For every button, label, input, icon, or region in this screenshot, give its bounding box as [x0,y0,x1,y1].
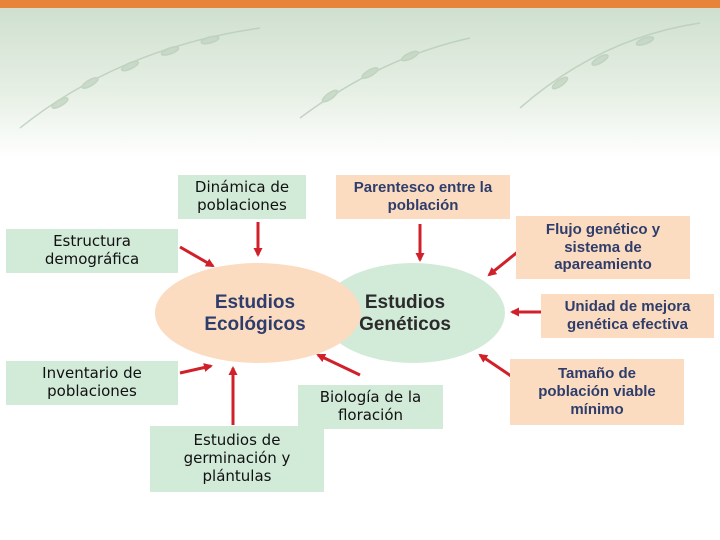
arrow-tamano [480,355,514,378]
arrow-biologia [318,355,360,375]
node-tamano-poblacion: Tamaño de población viable mínimo [510,359,684,425]
node-germinacion-plantulas: Estudios de germinación y plántulas [150,426,324,492]
ecological-studies-label: Estudios Ecológicos [204,291,306,335]
node-biologia-floracion: Biología de la floración [298,385,443,429]
node-parentesco-poblacion: Parentesco entre la población [336,175,510,219]
node-inventario-poblaciones: Inventario de poblaciones [6,361,178,405]
node-unidad-mejora: Unidad de mejora genética efectiva [541,294,714,338]
node-estructura-demografica: Estructura demográfica [6,229,178,273]
arrow-estructura [180,247,213,266]
node-flujo-genetico: Flujo genético y sistema de apareamiento [516,216,690,279]
genetic-studies-label: Estudios Genéticos [359,291,451,335]
arrow-inventario [180,366,211,373]
node-dinamica-poblaciones: Dinámica de poblaciones [178,175,306,219]
